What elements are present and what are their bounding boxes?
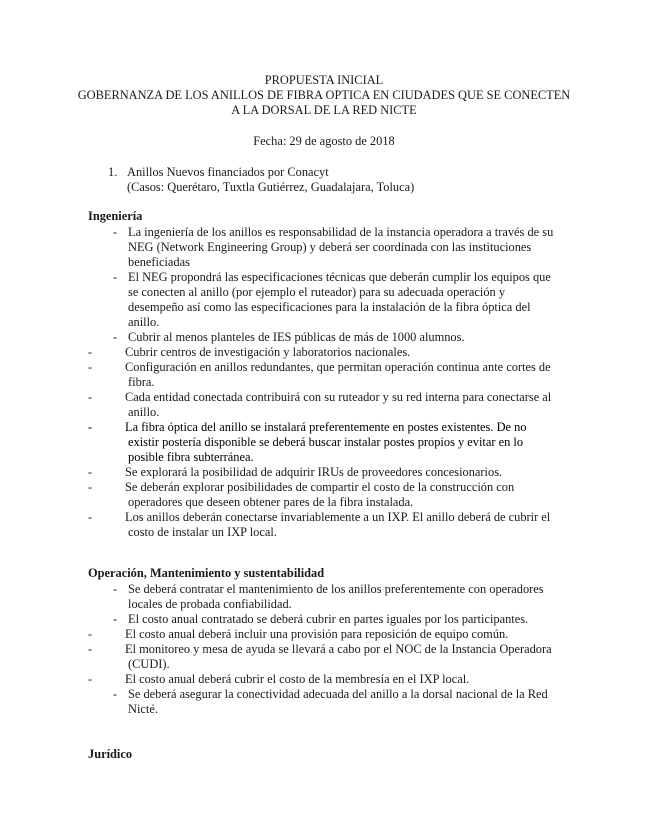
list-item: - El NEG propondrá las especificaciones técnicas que deberán cumplir los equipos que se conecten al anillo (por ejemplo el ruteador) para su adecuada operación y desempeño así como las especificaciones para la instalación de la fibra óptica del anillo. — [113, 270, 551, 329]
section-heading-operacion: Operación, Mantenimiento y sustentabilidad — [88, 566, 325, 580]
list-item: - El costo anual deberá incluir una provisión para reposición de equipo común. — [88, 627, 509, 641]
bullet-marker: - — [88, 465, 93, 479]
section-heading-ingenieria: Ingeniería — [88, 209, 143, 223]
list-item: - Los anillos deberán conectarse invariablemente a un IXP. El anillo deberá de cubrir el costo de instalar un IXP local. — [88, 510, 551, 539]
list-item: - El monitoreo y mesa de ayuda se llevará a cabo por el NOC de la Instancia Operadora (CUDI). — [88, 642, 552, 671]
bullet-marker: - — [113, 225, 118, 239]
bullet-marker: - — [113, 687, 118, 701]
list-item: - Se deberán explorar posibilidades de compartir el costo de la construcción con operadores que deseen obtener pares de la fibra instalada. — [88, 480, 515, 509]
ingenieria-list — [88, 225, 558, 540]
bullet-marker: - — [113, 270, 118, 284]
section-heading-juridico: Jurídico — [88, 747, 133, 761]
bullet-marker: - — [88, 360, 93, 374]
bullet-marker: - — [88, 345, 93, 359]
doc-title-sub: A LA DORSAL DE LA RED NICTE — [231, 103, 417, 117]
bullet-marker: - — [113, 582, 118, 596]
list-item: - Cada entidad conectada contribuirá con su ruteador y su red interna para conectarse al anillo. — [88, 390, 552, 419]
bullet-marker: - — [113, 612, 118, 626]
operacion-list — [88, 582, 558, 717]
list-item: - Se explorará la posibilidad de adquirir IRUs de proveedores concesionarios. — [88, 465, 503, 479]
bullet-marker: - — [88, 627, 93, 641]
list-item: - La ingeniería de los anillos es responsabilidad de la instancia operadora a través de su NEG (Network Engineering Group) y deberá ser coordinada con las instituciones beneficiadas — [113, 225, 554, 269]
list-item: - El costo anual deberá cubrir el costo de la membresía en el IXP local. — [88, 672, 470, 686]
bullet-marker: - — [88, 420, 93, 434]
bullet-marker: - — [88, 510, 93, 524]
item-number: 1. — [108, 165, 118, 179]
doc-date: Fecha: 29 de agosto de 2018 — [253, 134, 395, 148]
list-item: - La fibra óptica del anillo se instalará preferentemente en postes existentes. De no existir postería disponible se deberá buscar instalar postes propios y evitar en lo posible fibra subterránea. — [88, 420, 527, 464]
list-item: - Se deberá asegurar la conectividad adecuada del anillo a la dorsal nacional de la Red Nicté. — [113, 687, 548, 716]
bullet-marker: - — [88, 642, 93, 656]
doc-title-main: GOBERNANZA DE LOS ANILLOS DE FIBRA OPTICA EN CIUDADES QUE SE CONECTEN — [77, 88, 571, 102]
bullet-marker: - — [88, 672, 93, 686]
bullet-marker: - — [88, 390, 93, 404]
list-item: - Configuración en anillos redundantes, que permitan operación continua ante cortes de fibra. — [88, 360, 551, 389]
list-item: - Cubrir centros de investigación y laboratorios nacionales. — [88, 345, 411, 359]
list-item: - Cubrir al menos planteles de IES públicas de más de 1000 alumnos. — [113, 330, 465, 344]
bullet-marker: - — [88, 480, 93, 494]
item-title: Anillos Nuevos financiados por Conacyt — [127, 165, 329, 179]
item-cases: (Casos: Querétaro, Tuxtla Gutiérrez, Guadalajara, Toluca) — [127, 180, 415, 194]
doc-title-label: PROPUESTA INICIAL — [264, 73, 384, 87]
list-item: - El costo anual contratado se deberá cubrir en partes iguales por los participantes. — [113, 612, 529, 626]
bullet-marker: - — [113, 330, 118, 344]
list-item: - Se deberá contratar el mantenimiento de los anillos preferentemente con operadores locales de probada confiabilidad. — [113, 582, 544, 611]
